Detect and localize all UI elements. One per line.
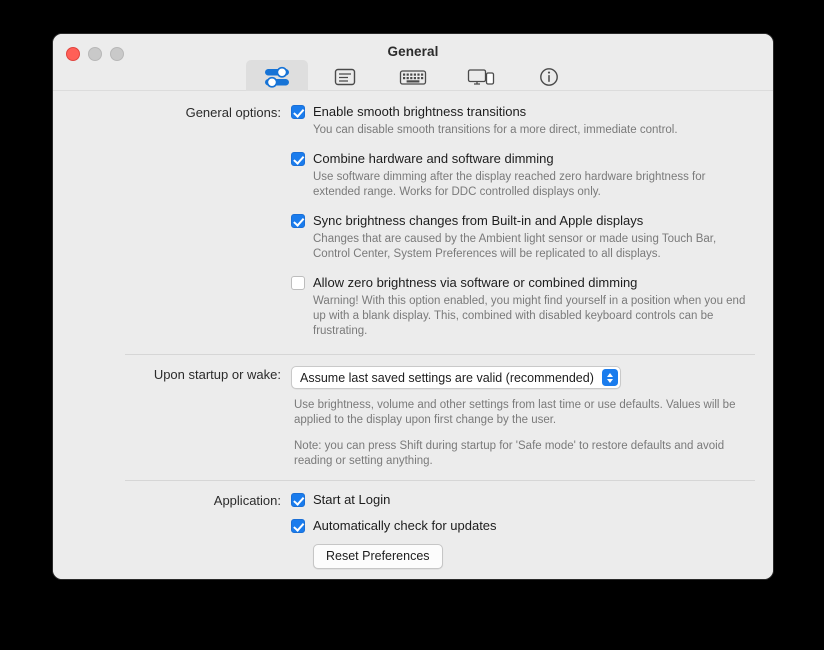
startup-behavior-value: Assume last saved settings are valid (recommended) [300, 370, 594, 385]
title-bar [53, 34, 773, 91]
preferences-window [52, 33, 774, 580]
general-options-label: General options: [185, 105, 281, 120]
section-application [53, 492, 773, 569]
info-circle-icon [518, 64, 580, 90]
auto-updates-label: Automatically check for updates [313, 518, 497, 533]
reset-preferences-button[interactable]: Reset Preferences [313, 544, 443, 569]
sync-brightness-checkbox[interactable] [291, 214, 305, 228]
smooth-transitions-checkbox[interactable] [291, 105, 305, 119]
combine-dimming-help: Use software dimming after the display reached zero hardware brightness for extended range. Works for DDC controlled displays only. [313, 171, 706, 198]
window-title: General [387, 44, 439, 59]
combine-dimming-label: Combine hardware and software dimming [313, 151, 554, 166]
option-combine-dimming[interactable] [291, 151, 755, 167]
startup-help-secondary: Note: you can press Shift during startup for 'Safe mode' to restore defaults and avoid reading or setting anything. [294, 440, 725, 467]
section-startup [53, 366, 773, 469]
chevron-updown-icon [602, 369, 618, 386]
zero-brightness-checkbox[interactable] [291, 276, 305, 290]
divider-1 [125, 354, 755, 355]
section-general-options [53, 91, 773, 343]
divider-2 [125, 480, 755, 481]
option-sync-brightness[interactable] [291, 213, 755, 229]
startup-behavior-select[interactable] [291, 366, 621, 389]
option-smooth-transitions[interactable] [291, 104, 755, 120]
keyboard-icon [382, 64, 444, 90]
startup-help-primary: Use brightness, volume and other settings from last time or use defaults. Values will be applied to the display upon first change by the user. [294, 399, 736, 426]
start-at-login-label: Start at Login [313, 492, 391, 507]
application-label: Application: [213, 493, 281, 508]
start-at-login-checkbox[interactable] [291, 493, 305, 507]
zero-brightness-help: Warning! With this option enabled, you might find yourself in a position when you end up with a blank display. This, combined with disabled keyboard controls can be frustrating. [313, 295, 746, 337]
option-auto-updates[interactable] [291, 518, 755, 534]
menu-card-icon [314, 64, 376, 90]
auto-updates-checkbox[interactable] [291, 519, 305, 533]
smooth-transitions-label: Enable smooth brightness transitions [313, 104, 527, 119]
sync-brightness-help: Changes that are caused by the Ambient light sensor or made using Touch Bar, Control Center, System Preferences will be replicated to all displays. [313, 233, 717, 260]
option-start-at-login[interactable] [291, 492, 755, 508]
zero-brightness-label: Allow zero brightness via software or combined dimming [313, 275, 638, 290]
brightness-slider-icon [246, 64, 308, 90]
option-zero-brightness[interactable] [291, 275, 755, 291]
displays-icon [450, 64, 512, 90]
preferences-content [53, 91, 773, 579]
combine-dimming-checkbox[interactable] [291, 152, 305, 166]
sync-brightness-label: Sync brightness changes from Built-in and Apple displays [313, 213, 644, 228]
smooth-transitions-help: You can disable smooth transitions for a more direct, immediate control. [313, 124, 678, 136]
startup-label: Upon startup or wake: [153, 367, 281, 382]
